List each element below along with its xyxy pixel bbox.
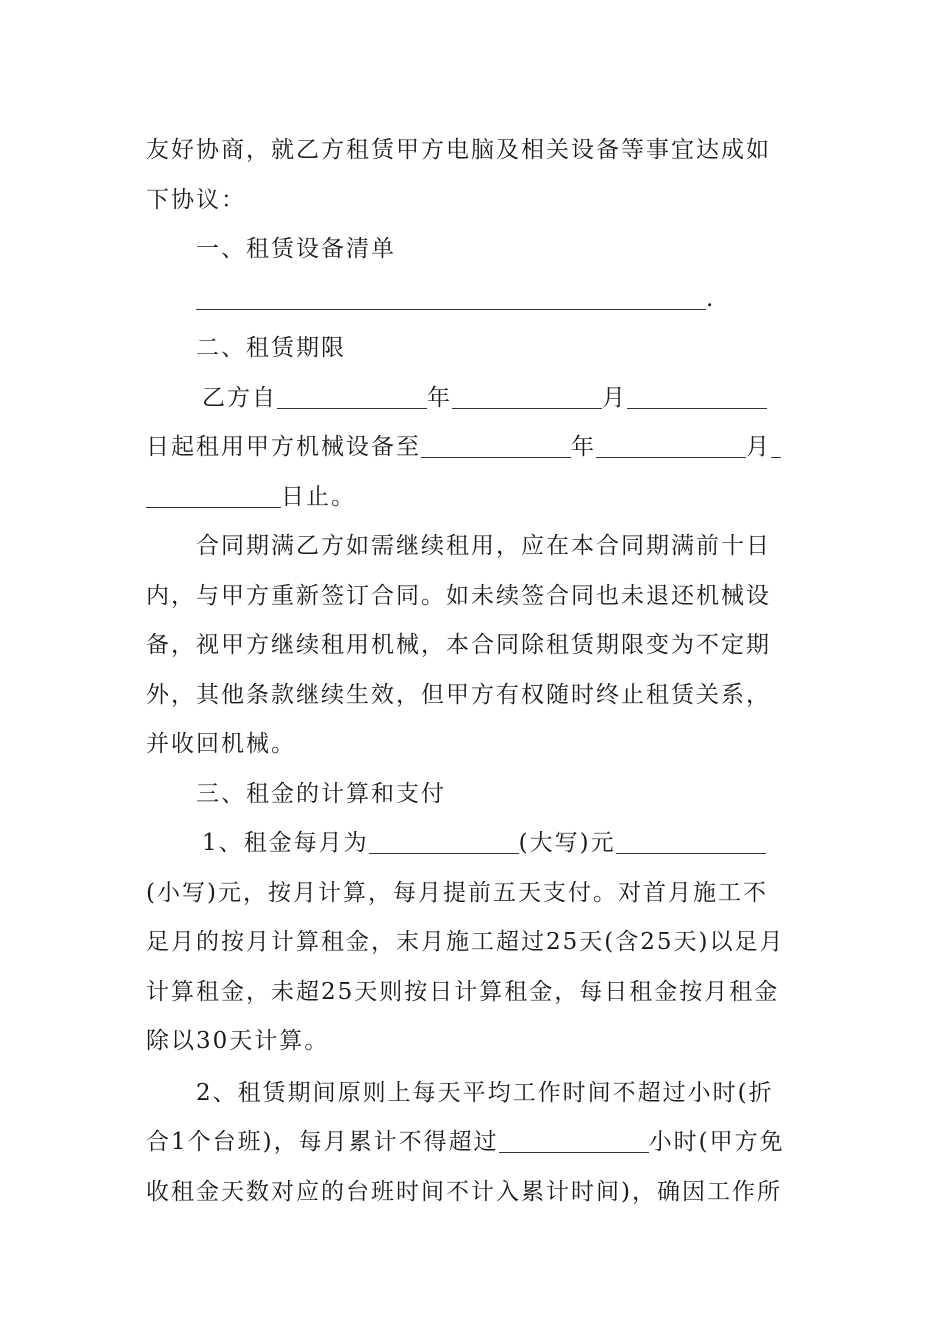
year-label-2: 年 (571, 434, 596, 460)
term-from-prefix: 乙方自 (202, 384, 277, 411)
start-day-blank (627, 378, 767, 409)
rent-1-prefix: 1、租金每月为 (202, 830, 369, 856)
rent-2-line2-suffix: 小时(甲方免 (648, 1129, 785, 1155)
term-line2-prefix: 日起租用甲方机械设备至 (146, 434, 421, 460)
rent-2-line-3: 收租金天数对应的台班时间不计入累计时间)，确因工作所 (146, 1178, 782, 1205)
blank-period: . (706, 285, 716, 312)
section-2-title: 二、租赁期限 (196, 335, 346, 361)
start-month-blank (452, 378, 602, 409)
end-day-blank (146, 477, 281, 508)
intro-line-2: 下协议： (146, 186, 246, 213)
start-year-blank (277, 378, 427, 409)
intro-line-1: 友好协商，就乙方租赁甲方电脑及相关设备等事宜达成如 (146, 137, 771, 163)
renewal-line-2: 内，与甲方重新签订合同。如未续签合同也未退还机械设 (146, 582, 771, 609)
fill-blank (196, 279, 706, 310)
renewal-line-5: 并收回机械。 (146, 731, 296, 757)
term-line-2 (146, 423, 806, 473)
year-label: 年 (427, 384, 452, 411)
rent-capital-label: (大写)元 (518, 830, 616, 856)
month-label-2: 月 (746, 434, 771, 460)
rent-1-line-1 (146, 819, 806, 869)
max-hours-blank (499, 1122, 649, 1153)
end-month-blank (596, 427, 746, 458)
rent-2-line-1: 2、租赁期间原则上每天平均工作时间不超过小时(折 (196, 1079, 774, 1106)
rent-2-line2-prefix: 合1个台班)，每月累计不得超过 (146, 1129, 499, 1155)
renewal-line-1: 合同期满乙方如需继续租用，应在本合同期满前十日 (196, 533, 771, 559)
rent-1-line-5: 除以30天计算。 (146, 1028, 330, 1054)
rent-1-line-4: 计算租金，未超25天则按日计算租金，每日租金按月租金 (146, 978, 780, 1005)
equipment-list-blank (146, 275, 806, 325)
rent-capital-blank (369, 823, 519, 854)
rent-1-line-2: (小写)元，按月计算，每月提前五天支付。对首月施工不 (146, 879, 768, 906)
end-year-blank (421, 427, 571, 458)
renewal-line-3: 备，视甲方继续租用机械，本合同除租赁期限变为不定期 (146, 632, 771, 658)
term-end-suffix: 日止。 (281, 483, 356, 510)
end-day-blank-start (771, 427, 781, 458)
rent-lower-blank (616, 823, 766, 854)
term-line-1 (146, 374, 806, 424)
rent-1-line-3: 足月的按月计算租金，末月施工超过25天(含25天)以足月 (146, 929, 785, 955)
month-label: 月 (602, 384, 627, 411)
section-3-title: 三、租金的计算和支付 (196, 780, 446, 807)
renewal-line-4: 外，其他条款继续生效，但甲方有权随时终止租赁关系， (146, 681, 771, 708)
term-line-3 (146, 473, 806, 523)
contract-page (146, 126, 806, 1217)
rent-2-line-2 (146, 1118, 806, 1168)
section-1-title: 一、租赁设备清单 (196, 236, 396, 262)
